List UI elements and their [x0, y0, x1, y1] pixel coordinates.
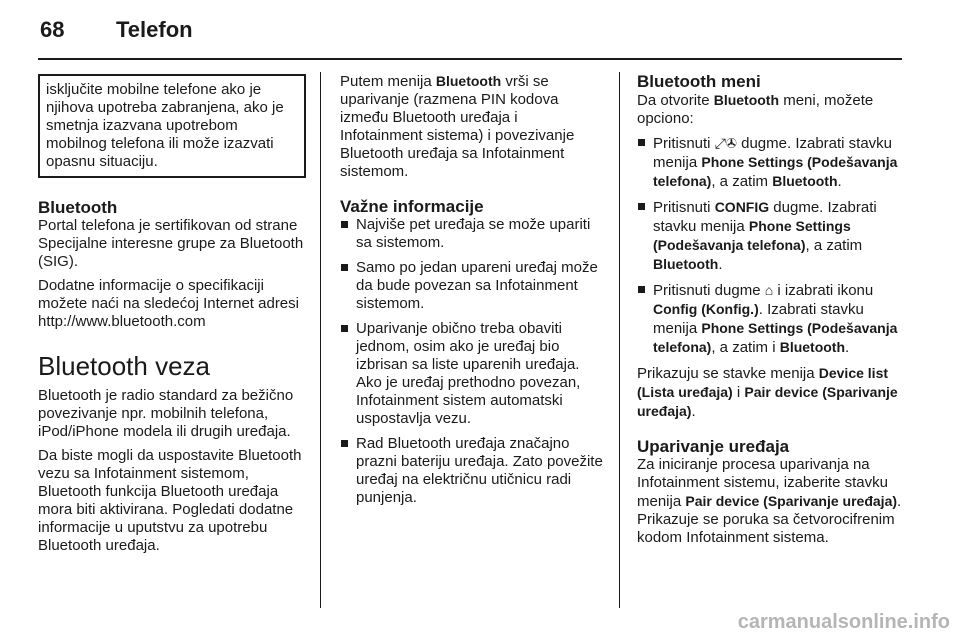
- bluetooth-paragraph-2: Dodatne informacije o specifikaciji možete naći na sledećoj Internet adresi http://www.bluetooth.com: [38, 277, 299, 330]
- list-item: [637, 198, 903, 274]
- page-number: 68: [40, 17, 65, 42]
- notice-box: isključite mobilne telefone ako je njihova upotreba zabranjena, ako je smetnja izazvana upotrebom mobilnog telefona ili može izazvati opasnu situaciju.: [38, 74, 306, 178]
- page-title: Telefon: [116, 17, 193, 42]
- bullet-icon: [341, 325, 348, 332]
- item1-e: Bluetooth: [772, 173, 838, 189]
- item1-b: dugme. Izabrati stavku menija: [653, 135, 893, 171]
- menu-intro: [637, 91, 903, 128]
- list-item: [340, 216, 604, 252]
- bluetooth-paragraph-1: Portal telefona je sertifikovan od strane Specijalne interesne grupe za Bluetooth (SIG).: [38, 217, 304, 270]
- phone-button-icon: ⤢✇: [714, 135, 737, 151]
- pairing-heading: Uparivanje uređaja: [637, 437, 790, 456]
- after-d: Pair device (Sparivanje uređaja): [637, 384, 898, 419]
- bullet-icon: [341, 264, 348, 271]
- bluetooth-veza-heading: Bluetooth veza: [38, 351, 211, 381]
- bullet-icon: [638, 139, 645, 146]
- item3-h: .: [845, 339, 850, 356]
- intro-menu-bluetooth: Bluetooth: [435, 73, 502, 89]
- item3-b: i izabrati ikonu: [773, 282, 874, 299]
- menu-items-paragraph: [637, 364, 903, 421]
- item1-a: Pritisnuti: [653, 135, 715, 152]
- bullet-icon: [638, 203, 645, 210]
- item1-c: Phone Settings (Podešavanja telefona): [653, 154, 898, 189]
- important-list: [340, 216, 604, 507]
- list-item: [340, 435, 604, 507]
- pair-c: . Prikazuje se poruka sa četvorocifrenim kodom Infotainment sistema.: [637, 493, 902, 546]
- item3-c: Config (Konfig.): [653, 301, 759, 317]
- bullet-icon: [341, 221, 348, 228]
- after-b: Device list (Lista uređaja): [637, 365, 889, 400]
- bluetooth-menu-heading: Bluetooth meni: [637, 72, 761, 91]
- column-2: [340, 72, 604, 514]
- bullet-icon: [341, 440, 348, 447]
- pair-a: Za iniciranje procesa uparivanja na Infotainment sistemu, izaberite stavku menija: [637, 456, 888, 510]
- menu-intro-a: Da otvorite: [637, 92, 714, 109]
- menu-option-list: [637, 134, 903, 357]
- after-e: .: [691, 403, 696, 420]
- after-a: Prikazuju se stavke menija: [637, 365, 819, 382]
- item3-g: Bluetooth: [779, 339, 846, 355]
- veza-paragraph-1: Bluetooth je radio standard za bežično povezivanje npr. mobilnih telefona, iPod/iPhone modela ili drugih uređaja.: [38, 387, 294, 440]
- item2-c: dugme. Izabrati stavku menija: [653, 199, 877, 235]
- item3-a: Pritisnuti dugme: [653, 282, 765, 299]
- list-item: [340, 320, 604, 428]
- item3-f: , a zatim i: [711, 339, 780, 356]
- home-button-icon: ⌂: [764, 282, 774, 298]
- intro-text-a: Putem menija: [340, 73, 436, 90]
- item2-a: Pritisnuti: [653, 199, 715, 216]
- menu-intro-b: Bluetooth: [713, 92, 780, 108]
- column-divider-2: [619, 72, 620, 608]
- bluetooth-heading: Bluetooth: [38, 198, 118, 217]
- item2-g: .: [718, 256, 723, 273]
- item2-d: Phone Settings (Podešavanja telefona): [653, 218, 851, 253]
- bullet-icon: [638, 286, 645, 293]
- pairing-paragraph: [637, 456, 903, 547]
- list-item: [340, 259, 604, 313]
- column-divider-1: [320, 72, 321, 608]
- veza-paragraph-2: Da biste mogli da uspostavite Bluetooth vezu sa Infotainment sistemom, Bluetooth funkcija Bluetooth uređaja mora biti aktivirana. Pogledati dodatne informacije u uputstvu za upotrebu Bluetooth uređaja.: [38, 447, 302, 554]
- item2-e: , a zatim: [805, 237, 863, 254]
- list-item-text: Rad Bluetooth uređaja značajno prazni bateriju uređaja. Zato povežite uređaj na električnu utičnicu radi punjenja.: [356, 435, 603, 506]
- intro-text-c: vrši se uparivanje (razmena PIN kodova između Bluetooth uređaja i Infotainment sistema) i povezivanje Bluetooth uređaja sa Infotainment sistemom.: [340, 73, 575, 180]
- item1-d: , a zatim: [711, 173, 773, 190]
- after-c: i: [732, 384, 745, 401]
- list-item: [637, 134, 903, 191]
- item2-f: Bluetooth: [653, 256, 719, 272]
- pair-b: Pair device (Sparivanje uređaja): [685, 493, 898, 509]
- list-item-text: Najviše pet uređaja se može upariti sa sistemom.: [356, 216, 591, 251]
- menu-intro-c: meni, možete opciono:: [637, 92, 874, 127]
- list-item-text: Uparivanje obično treba obaviti jednom, osim ako je uređaj bio izbrisan sa liste uparenih uređaja. Ako je uređaj prethodno povezan, Infotainment sistem automatski uspostavlja vezu.: [356, 320, 581, 427]
- intro-paragraph: [340, 72, 604, 181]
- item3-d: . Izabrati stavku menija: [653, 301, 864, 337]
- important-heading: Važne informacije: [340, 197, 484, 216]
- list-item: [637, 281, 903, 357]
- list-item-text: Samo po jedan upareni uređaj može da bude povezan sa Infotainment sistemom.: [356, 259, 598, 312]
- column-1: [38, 72, 304, 561]
- watermark: carmanualsonline.info: [737, 611, 950, 633]
- item2-b: CONFIG: [714, 199, 770, 215]
- column-3: [637, 72, 903, 553]
- item3-e: Phone Settings (Podešavanja telefona): [653, 320, 898, 355]
- header-rule: [38, 58, 902, 60]
- item1-f: .: [837, 173, 842, 190]
